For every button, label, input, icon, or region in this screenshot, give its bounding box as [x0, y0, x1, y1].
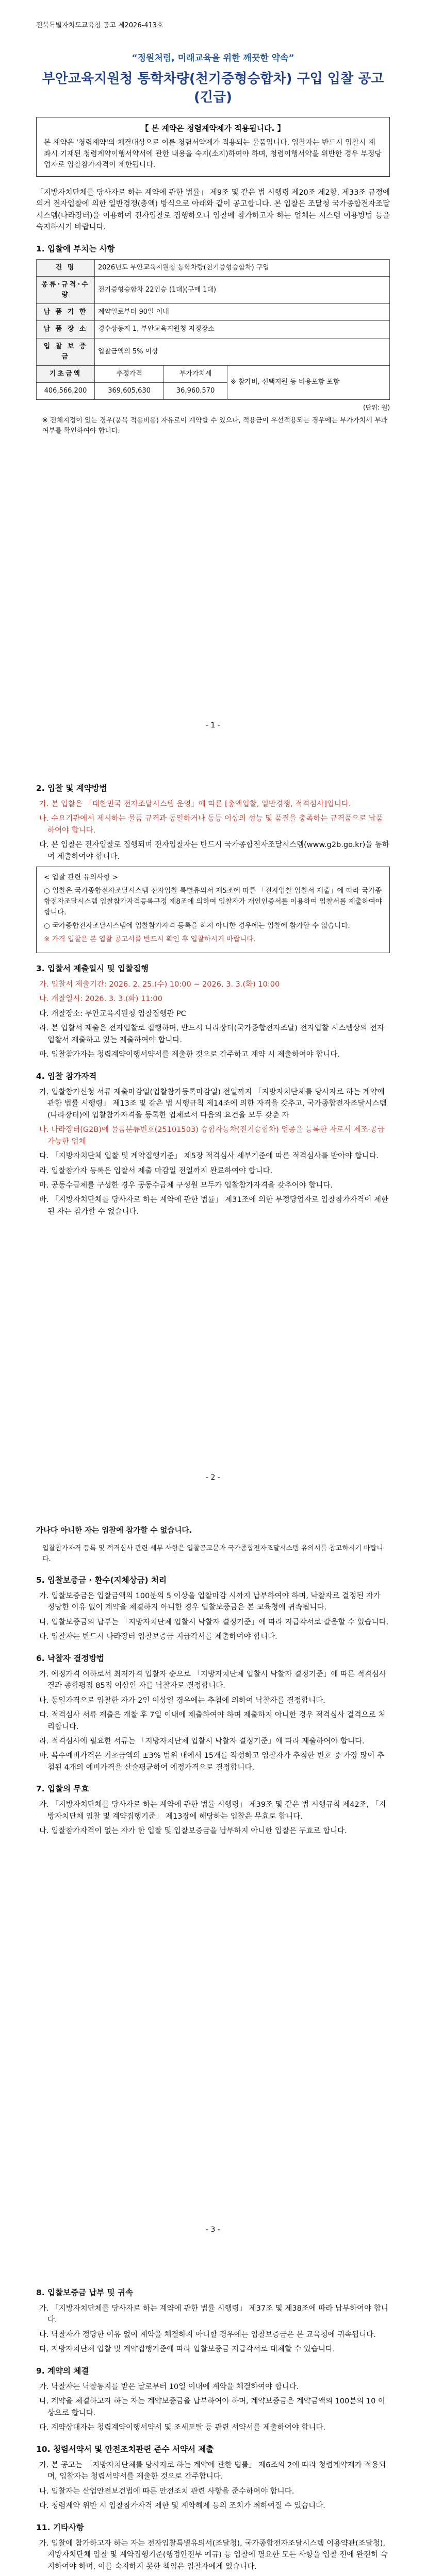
s2-item-1: 가. 본 입찰은 「대한민국 전자조달시스템 운영」에 따른 [총액입찰, 일반경쟁, 적격심사]입니다. — [39, 800, 351, 809]
s4-warning: 가나다 아니한 자는 입찰에 참가할 수 없습니다. — [36, 1527, 192, 1535]
label-place: 납 품 장 소 — [37, 321, 95, 338]
s8-item-1: 가. 「지방자치단체를 당사자로 하는 계약에 관한 법률 시행령」 제37조 및 제38조에 따라 납부하여야 합니다. — [39, 2304, 388, 2325]
s9-item-3: 다. 계약상대자는 청렴계약이행서약서 및 조세포탈 등 관련 서약서를 제출하여야 합니다. — [39, 2424, 325, 2432]
page-number-2: - 2 - — [206, 1473, 220, 1482]
value-place: 경수상동지 1, 부안교육지원청 지정장소 — [95, 321, 390, 338]
integrity-notice-head: 【 본 계약은 청렴계약제가 적용됩니다. 】 — [141, 123, 285, 133]
s2-item-3: 다. 본 입찰은 전자입찰로 집행되며 전자입찰자는 반드시 국가종합전자조달시스템(www.g2b.go.kr)을 통하여 제출하여야 합니다. — [39, 841, 389, 861]
value-spec: 전기증형승합차 22인승 (1대)(구매 1대) — [95, 277, 390, 304]
s2-box-row-3: ○ 국가종합전자조달시스템에 입찰참가자격 등록을 하지 아니한 경우에는 입찰에 참가할 수 없습니다. — [44, 922, 350, 930]
section-10-title: 10. 청렴서약서 및 안전조치관련 준수 서약서 제출 — [36, 2444, 214, 2454]
intro-paragraph: 「지방자치단체를 당사자로 하는 계약에 관한 법률」 제9조 및 같은 법 시행령 제20조 제2항, 제33조 규정에 의거 전자입찰에 의한 일반경쟁(총액) 방식으로 아래와 같이 공고합니다. 본 입찰은 조달청 국가종합전자조달시스템(나라장터)을 이용하여 전자입찰로 집행하오니 입찰에 참가하고자 하는 업체는 시스템 이용방법 등을 숙지하시기 바랍니다. — [36, 188, 390, 232]
s2-caution-box — [36, 867, 390, 953]
section-11-title: 11. 기타사항 — [36, 2522, 84, 2532]
page-title: 부안교육지원청 통학차량(천기증형승합차) 구입 입찰 공고(긴급) — [42, 71, 384, 105]
value-est: 369,605,630 — [95, 383, 164, 400]
s4-warning-note: 입찰참가자격 등록 및 적격심사 관련 세부 사항은 입찰공고문과 국가종합전자조달시스템 유의서를 참고하시기 바랍니다. — [42, 1545, 383, 1563]
value-name: 2026년도 부안교육지원청 통학차량(천기증형승합차) 구입 — [95, 259, 390, 276]
s3-item-4: 라. 본 입찰서 제출은 전자입찰로 집행하며, 반드시 나라장터(국가종합전자조달) 전자입찰 시스템상의 전자입찰서 제출하고 있는 제출하여야 합니다. — [39, 1024, 384, 1044]
label-base: 기초금액 — [37, 365, 95, 382]
page-1-blank — [36, 444, 390, 536]
s7-item-2: 나. 입찰참가자격이 없는 자가 한 입찰 및 입찰보증금을 납부하지 아니한 입찰은 무효로 합니다. — [39, 1827, 347, 1836]
s2-box-row-1: < 입찰 관련 유의사항 > — [44, 873, 119, 882]
s5-item-3: 다. 입찰자는 반드시 나라장터 입찰보증금 지급각서를 제출하여야 합니다. — [39, 1633, 277, 1641]
section-1-footnote: ※ 전체지정이 있는 경우(품목 적용비용) 자유로이 계약할 수 있으나, 적용금이 우선적용되는 경우에는 부가가치세 부과 여부를 확인하여야 합니다. — [42, 416, 388, 435]
value-due: 계약일로부터 90일 이내 — [95, 304, 390, 321]
s9-item-2: 나. 계약을 체결하고자 하는 자는 계약보증금을 납부하여야 하며, 계약보증금은 계약금액의 100분의 10 이상으로 합니다. — [39, 2397, 385, 2417]
page-number-3: - 3 - — [206, 2226, 220, 2234]
s6-item-3: 다. 적격심사 서류 제출은 개찰 후 7일 이내에 제출하여야 하며 제출하지 아니한 경우 적격심사 결격으로 처리합니다. — [39, 1711, 386, 1731]
notice-number: 전북특별자치도교육청 공고 제2026-413호 — [36, 22, 163, 29]
s3-item-2: 나. 개찰일시: 2026. 3. 3.(화) 11:00 — [39, 995, 162, 1004]
label-spec: 종류·규격·수량 — [37, 277, 95, 304]
s10-item-1: 가. 본 공고는 「지방자치단체를 당사자로 하는 계약에 관한 법률」 제6조의 2에 따라 청렴계약제가 적용되며, 입찰자는 청렴서약서를 제출한 것으로 간주합니다. — [39, 2461, 386, 2481]
s4-item-6: 바. 「지방자치단체를 당사자로 하는 계약에 관한 법률」 제31조에 의한 부정당업자로 입찰참가자격이 제한된 자는 참가할 수 없습니다. — [39, 1196, 389, 1216]
page-2 — [0, 752, 426, 1504]
section-7-title: 7. 입찰의 무효 — [36, 1784, 89, 1794]
s7-item-1: 가. 「지방자치단체를 당사자로 하는 계약에 관한 법률 시행령」 제39조 및 같은 법 시행규칙 제42조, 「지방자치단체 입찰 및 계약집행기준」 제13장에 해당하는 입찰은 무효로 합니다. — [39, 1801, 386, 1821]
s3-item-3: 다. 개찰장소: 부안교육지원청 입찰집행관 PC — [39, 1009, 186, 1018]
s4-item-1: 가. 입찰참가신청 서류 제출마감일(입찰참가등록마감일) 전일까지 「지방자치단체를 당사자로 하는 계약에 관한 법률 시행령」 제13조 및 같은 법 시행규칙 제14조에 의한 자격을 갖추고, 국가종합전자조달시스템(나라장터)에 입찰참가자격을 등록한 업체로서 다음의 요건을 모두 갖춘 자 — [39, 1088, 387, 1120]
s8-item-2: 나. 낙찰자가 정당한 이유 없이 계약을 체결하지 아니할 경우에는 입찰보증금은 본 교육청에 귀속됩니다. — [39, 2330, 376, 2339]
s4-item-5: 마. 공동수급체를 구성한 경우 공동수급체 구성원 모두가 입찰참가자격을 갖추어야 합니다. — [39, 1181, 333, 1190]
value-vat: 36,960,570 — [164, 383, 227, 400]
s6-item-1: 가. 예정가격 이하로서 최저가격 입찰자 순으로 「지방자치단체 입찰시 낙찰자 결정기준」에 따른 적격심사 결과 종합평점 85점 이상인 자를 낙찰자로 결정합니다. — [39, 1670, 386, 1690]
s11-item-1: 가. 입찰에 참가하고자 하는 자는 전자입찰특별유의서(조달청), 국가종합전자조달시스템 이용약관(조달청), 지방자치단체 입찰 및 계약집행기준(행정안전부 예규) 등 입찰에 필요한 모든 사항을 입찰 전에 완전히 숙지하여야 하며, 이를 숙지하지 못한 책임은 입찰자에게 있습니다. — [39, 2539, 388, 2571]
table-unit: (단위: 원) — [363, 404, 390, 412]
section-4-title: 4. 입찰 참가자격 — [36, 1071, 97, 1081]
section-9-title: 9. 계약의 체결 — [36, 2366, 89, 2376]
s3-item-5: 마. 입찰참가자는 청렴계약이행서약서를 제출한 것으로 간주하고 계약 시 제출하여야 합니다. — [39, 1050, 340, 1059]
s4-item-3: 다. 「지방자치단체 입찰 및 계약집행기준」 제5장 적격심사 세부기준에 따른 적격심사를 받아야 합니다. — [39, 1152, 379, 1161]
label-vat: 부가가치세 — [164, 365, 227, 382]
page-3 — [0, 1504, 426, 2257]
page-4 — [0, 2257, 426, 2576]
s6-item-2: 나. 동일가격으로 입찰한 자가 2인 이상일 경우에는 추첨에 의하여 낙찰자를 결정합니다. — [39, 1696, 325, 1705]
section-5-title: 5. 입찰보증금 · 환수(지체상금) 처리 — [36, 1575, 167, 1585]
s2-box-row-4: ※ 가격 입찰은 본 입찰 공고서를 반드시 확인 후 입찰하시기 바랍니다. — [44, 935, 256, 943]
label-note: ※ 참가비, 선택지원 등 비용포함 포함 — [227, 365, 389, 399]
value-base: 406,566,200 — [37, 383, 95, 400]
integrity-notice-text: 본 계약은 '청렴계약'의 체결대상으로 이른 청렴서약제가 적용되는 물품입니다. 입찰자는 반드시 입찰시 계좌시 기재된 청렴계약이행서약서에 관한 내용을 숙지(소지)하여야 하며, 청렴이행서약을 위반한 경우 부정당업자로 입찰참가자격이 제한됩니다. — [44, 138, 382, 170]
s6-item-5: 마. 복수예비가격은 기초금액의 ±3% 범위 내에서 15개를 작성하고 입찰자가 추첨한 번호 중 가장 많이 추첨된 4개의 예비가격을 산술평균하여 예정가격으로 결정합니다. — [39, 1752, 385, 1772]
s8-item-3: 다. 지방자치단체 입찰 및 계약집행기준에 따라 입찰보증금 지급각서로 대체할 수 있습니다. — [39, 2345, 335, 2354]
section-1-title: 1. 입찰에 부치는 사항 — [36, 244, 115, 253]
bid-info-table — [36, 259, 390, 400]
s10-item-2: 나. 입찰자는 산업안전보건법에 따른 안전조치 관련 사항을 준수하여야 합니다. — [39, 2487, 294, 2496]
integrity-notice-box — [36, 117, 390, 177]
s2-item-2: 나. 수요기관에서 제시하는 물품 규격과 동일하거나 동등 이상의 성능 및 품질을 충족하는 규격품으로 납품하여야 합니다. — [39, 815, 383, 835]
s2-box-row-2: ○ 입찰은 국가종합전자조달시스템 전자입찰 특별유의서 제5조에 따른 「전자입찰 입찰서 제출」에 따라 국가종합전자조달시스템 입찰참가자격등록규정 제8조에 의하여 입찰자가 개인인증서를 이용하여 입찰서를 제출하여야 합니다. — [44, 887, 382, 917]
s5-item-1: 가. 입찰보증금은 입찰금액의 100분의 5 이상을 입찰마감 시까지 납부하여야 하며, 낙찰자로 결정된 자가 정당한 이유 없이 계약을 체결하지 아니한 경우 입찰보증금은 본 교육청에 귀속됩니다. — [39, 1591, 381, 1612]
s3-item-1: 가. 입찰서 제출기간: 2026. 2. 25.(수) 10:00 ~ 2026. 3. 3.(화) 10:00 — [39, 980, 280, 989]
section-2-title: 2. 입찰 및 계약방법 — [36, 784, 107, 793]
section-3-title: 3. 입찰서 제출일시 및 입찰집행 — [36, 963, 149, 973]
s5-item-2: 나. 입찰보증금의 납부는 「지방자치단체 입찰시 낙찰자 결정기준」에 따라 지급각서로 갈음할 수 있습니다. — [39, 1618, 389, 1626]
label-name: 건 명 — [37, 259, 95, 276]
s4-item-4: 라. 입찰참가자 등록은 입찰서 제출 마감일 전일까지 완료하여야 합니다. — [39, 1166, 273, 1175]
page-1 — [0, 0, 426, 752]
s10-item-3: 다. 청렴계약 위반 시 입찰참가자격 제한 및 계약해제 등의 조치가 취하여질 수 있습니다. — [39, 2502, 325, 2511]
label-due: 납 품 기 한 — [37, 304, 95, 321]
slogan: “정원처럼, 미래교육을 위한 깨끗한 약속” — [132, 53, 294, 64]
s6-item-4: 라. 적격심사에 필요한 서류는 「지방자치단체 입찰시 낙찰자 결정기준」에 따라 제출하여야 합니다. — [39, 1737, 365, 1745]
label-est: 추정가격 — [95, 365, 164, 382]
page-number-1: - 1 - — [206, 721, 220, 730]
s4-item-2: 나. 나라장터(G2B)에 물품분류번호(25101503) 승합자동차(전기승합차) 업종을 등록한 자로서 제조·공급 가능한 업체 — [39, 1126, 385, 1146]
section-6-title: 6. 낙찰자 결정방법 — [36, 1653, 105, 1663]
section-8-title: 8. 입찰보증금 납부 및 귀속 — [36, 2288, 133, 2297]
value-deposit: 입찰금액의 5% 이상 — [95, 338, 390, 365]
label-deposit: 입 찰 보 증 금 — [37, 338, 95, 365]
s9-item-1: 가. 낙찰자는 낙찰통지를 받은 날로부터 10일 이내에 계약을 체결하여야 합니다. — [39, 2382, 299, 2391]
